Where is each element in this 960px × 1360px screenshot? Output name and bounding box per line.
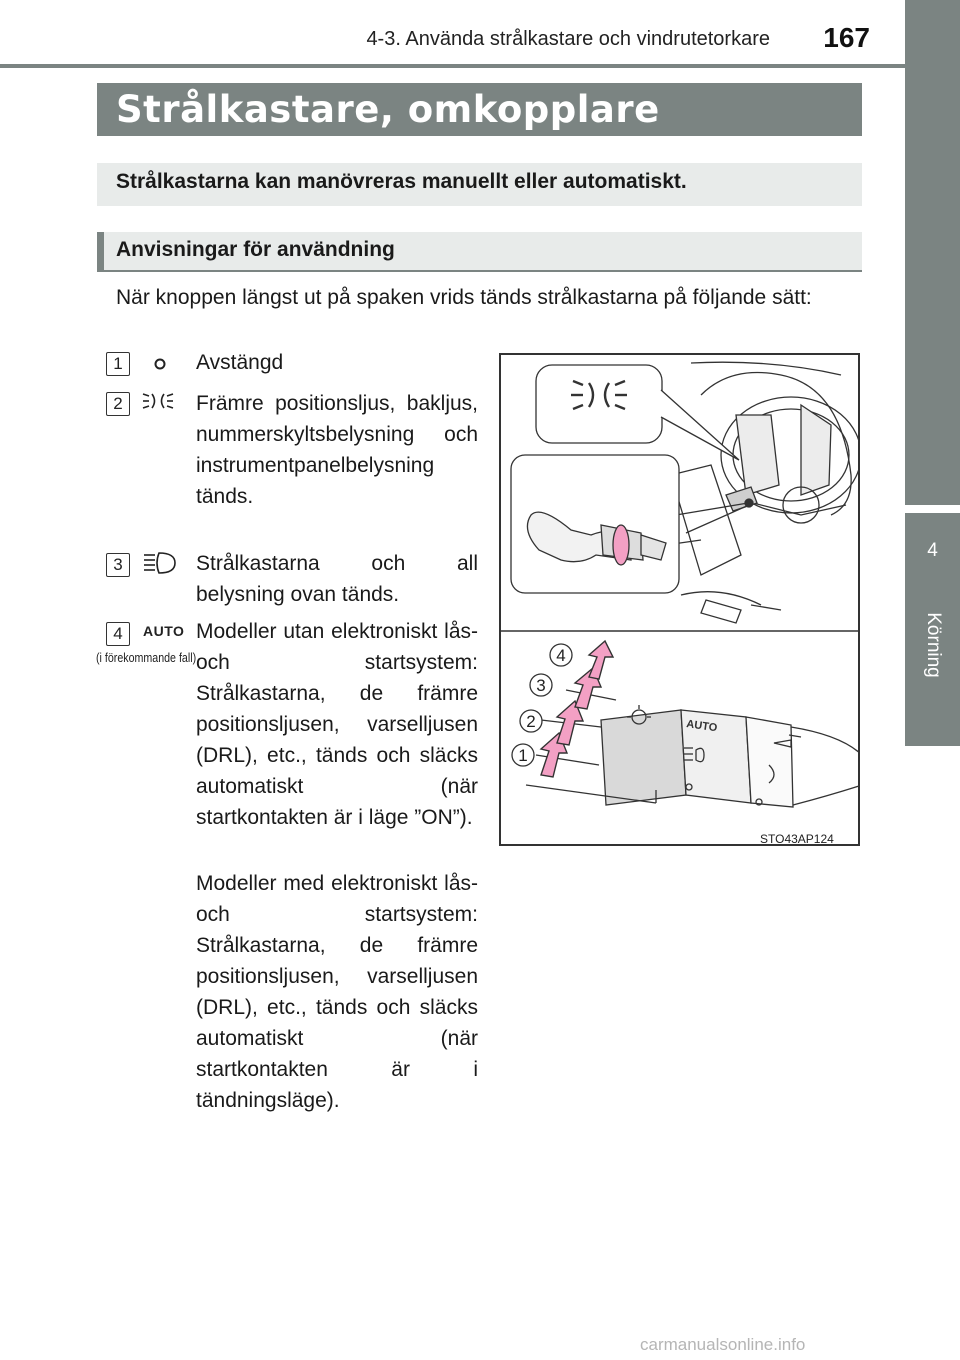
item-number-4: 4 — [106, 622, 130, 646]
side-tab-bar — [905, 0, 960, 505]
auto-icon: AUTO — [143, 623, 185, 639]
subsection-marker — [97, 232, 104, 272]
position-lamp-icon — [140, 388, 180, 414]
item-note-4: (i förekommande fall) — [96, 650, 197, 665]
item-text-3: Strålkastarna och all belysning ovan tänds. — [196, 552, 478, 606]
lead-paragraph: När knoppen längst ut på spaken vrids tänds strålkastarna på följande sätt: — [116, 286, 812, 309]
item-text-1: Avstängd — [196, 351, 284, 374]
watermark: carmanualsonline.info — [640, 1335, 806, 1354]
stalk-auto-label: AUTO — [685, 718, 718, 735]
intro-text: Strålkastarna kan manövreras manuellt eller automatiskt. — [116, 170, 687, 193]
item-number-1: 1 — [106, 352, 130, 376]
item-text-2: Främre positionsljus, bakljus, nummerskyltsbelysning och instrumentpanelbelysning tänds. — [196, 392, 478, 508]
running-header: 4-3. Använda strålkastare och vindrutetorkare — [366, 28, 770, 50]
figure-code: STO43AP124 — [760, 832, 834, 846]
callout-1: 1 — [518, 746, 528, 765]
subsection-title: Anvisningar för användning — [116, 238, 395, 261]
chapter-title-text: Körning — [922, 612, 944, 678]
item-text-4b: Modeller med elektroniskt lås- och startsystem: Strålkastarna, de främre positionsljusen, varselljusen (DRL), etc., tänds och släcks automatiskt (när startkontakten är i tändningsläge). — [196, 872, 478, 1112]
headlight-switch-illustration — [499, 353, 860, 846]
page-title: Strålkastare, omkopplare — [116, 88, 660, 131]
callout-2: 2 — [526, 712, 536, 731]
item-number-3: 3 — [106, 553, 130, 577]
item-text-4: Modeller utan elektroniskt lås- och startsystem: Strålkastarna, de främre positionsljusen, varselljusen (DRL), etc., tänds och släcks automatiskt (när startkontakten är i läge ”ON”). — [196, 620, 478, 829]
item-number-2: 2 — [106, 392, 130, 416]
headlamp-icon — [140, 550, 180, 576]
chapter-number: 4 — [927, 540, 938, 561]
illustration-drawing — [501, 355, 860, 846]
off-circle-icon — [140, 351, 180, 377]
chapter-title — [905, 560, 960, 730]
callout-4: 4 — [556, 646, 566, 665]
header-rule — [0, 64, 960, 68]
page-number: 167 — [823, 22, 870, 53]
callout-3: 3 — [536, 676, 546, 695]
